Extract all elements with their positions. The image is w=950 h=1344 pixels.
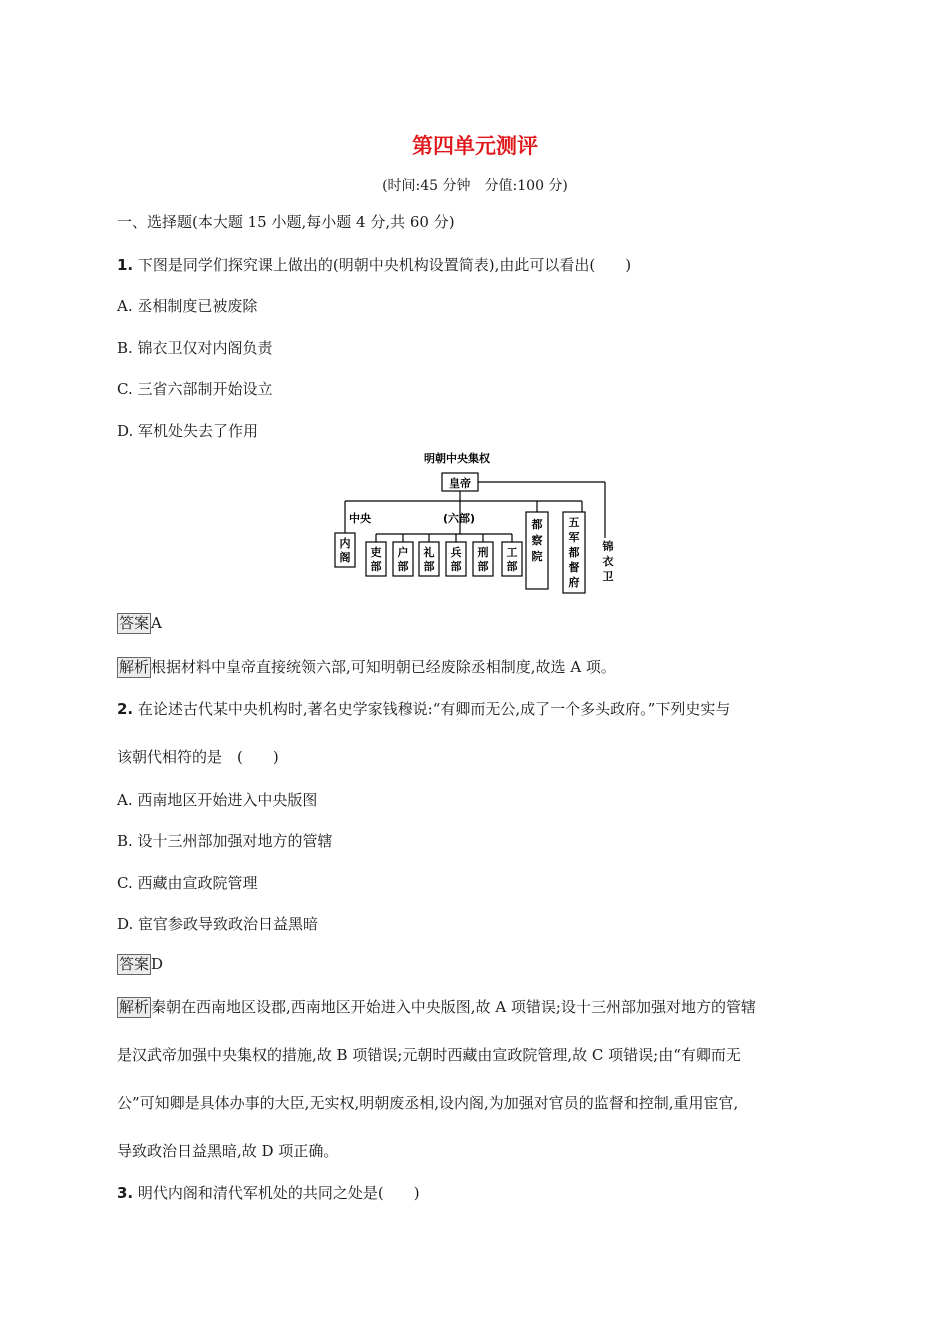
- question-text: 明代内阁和清代军机处的共同之处是( ): [133, 1184, 420, 1202]
- question-2-analysis-line-3: 公”可知卿是具体办事的大臣,无实权,明朝废丞相,设内阁,为加强对官员的监督和控制,重用宦官,: [117, 1094, 739, 1112]
- question-2-answer: [117, 954, 163, 975]
- question-2-option-d: D. 宦官参政导致政治日益黑暗: [117, 915, 319, 933]
- question-2-stem: [117, 698, 730, 719]
- question-2-option-c: C. 西藏由宣政院管理: [117, 874, 258, 892]
- ministry-label-text: 刑部: [477, 546, 489, 573]
- question-1-answer: [117, 613, 162, 634]
- page-title: 第四单元测评: [412, 134, 538, 158]
- question-2-option-b: B. 设十三州部加强对地方的管辖: [117, 832, 333, 850]
- neige-label-text: 内阁: [339, 537, 351, 564]
- analysis-text: 秦朝在西南地区设郡,西南地区开始进入中央版图,故 A 项错误;设十三州部加强对地方的管辖: [151, 998, 756, 1016]
- jinyiwei-label: [602, 539, 614, 583]
- question-2-option-a: A. 西南地区开始进入中央版图: [117, 791, 318, 809]
- ministry-label-text: 兵部: [450, 546, 462, 573]
- question-number: 1.: [117, 256, 134, 274]
- question-2-analysis: [117, 996, 756, 1018]
- ming-central-structure-diagram: [330, 448, 630, 596]
- jinyiwei-label-text: 锦衣卫: [602, 540, 614, 583]
- question-1-option-d: D. 军机处失去了作用: [117, 422, 259, 440]
- answer-tag: 答案: [119, 614, 150, 632]
- question-1-option-a: A. 丞相制度已被废除: [117, 297, 258, 315]
- ministry-label: [451, 545, 462, 573]
- emperor-label: 皇帝: [449, 477, 471, 490]
- answer-value: A: [151, 614, 162, 632]
- question-1-analysis: [117, 656, 616, 678]
- question-3-stem: [117, 1182, 420, 1203]
- ministry-label-text: 礼部: [423, 546, 435, 573]
- ministry-label: [507, 546, 518, 573]
- analysis-text: 根据材料中皇帝直接统领六部,可知明朝已经废除丞相制度,故选 A 项。: [151, 658, 616, 676]
- exam-info: (时间:45 分钟 分值:100 分): [382, 178, 568, 194]
- ministry-label: [371, 545, 382, 573]
- ministry-label: [423, 545, 435, 573]
- question-text: 下图是同学们探究课上做出的(明朝中央机构设置简表),由此可以看出( ): [133, 256, 632, 274]
- ministry-label-text: 工部: [506, 546, 518, 573]
- wujun-label: [568, 516, 581, 589]
- answer-tag: 答案: [119, 955, 150, 973]
- question-1-stem: [117, 254, 631, 275]
- question-2-stem-continued: 该朝代相符的是 ( ): [117, 748, 279, 766]
- question-2-analysis-line-4: 导致政治日益黑暗,故 D 项正确。: [117, 1142, 339, 1160]
- ministry-label-text: 户部: [397, 546, 409, 573]
- ministry-label: [478, 545, 489, 573]
- analysis-tag: 解析: [119, 998, 150, 1016]
- question-2-analysis-line-2: 是汉武帝加强中央集权的措施,故 B 项错误;元朝时西藏由宣政院管理,故 C 项错误;由“有卿而无: [117, 1046, 741, 1064]
- ministry-label: [398, 545, 409, 573]
- question-1-option-c: C. 三省六部制开始设立: [117, 380, 273, 398]
- duchayuan-label: [531, 517, 544, 563]
- six-ministries-label: (六部): [443, 512, 476, 525]
- question-number: 3.: [117, 1184, 134, 1202]
- analysis-tag: 解析: [119, 658, 150, 676]
- wujun-label-text: 五军都督府: [568, 516, 580, 589]
- diagram-title: 明朝中央集权: [424, 452, 490, 465]
- duchayuan-label-text: 都察院: [531, 518, 543, 563]
- section-heading: 一、选择题(本大题 15 小题,每小题 4 分,共 60 分): [117, 213, 455, 231]
- answer-value: D: [151, 955, 164, 973]
- question-1-option-b: B. 锦衣卫仅对内阁负责: [117, 339, 273, 357]
- ministry-label-text: 吏部: [370, 546, 382, 573]
- neige-label: [340, 536, 351, 564]
- central-label: 中央: [349, 512, 371, 525]
- question-number: 2.: [117, 700, 134, 718]
- question-text: 在论述古代某中央机构时,著名史学家钱穆说:“有卿而无公,成了一个多头政府。”下列史实与: [133, 700, 731, 718]
